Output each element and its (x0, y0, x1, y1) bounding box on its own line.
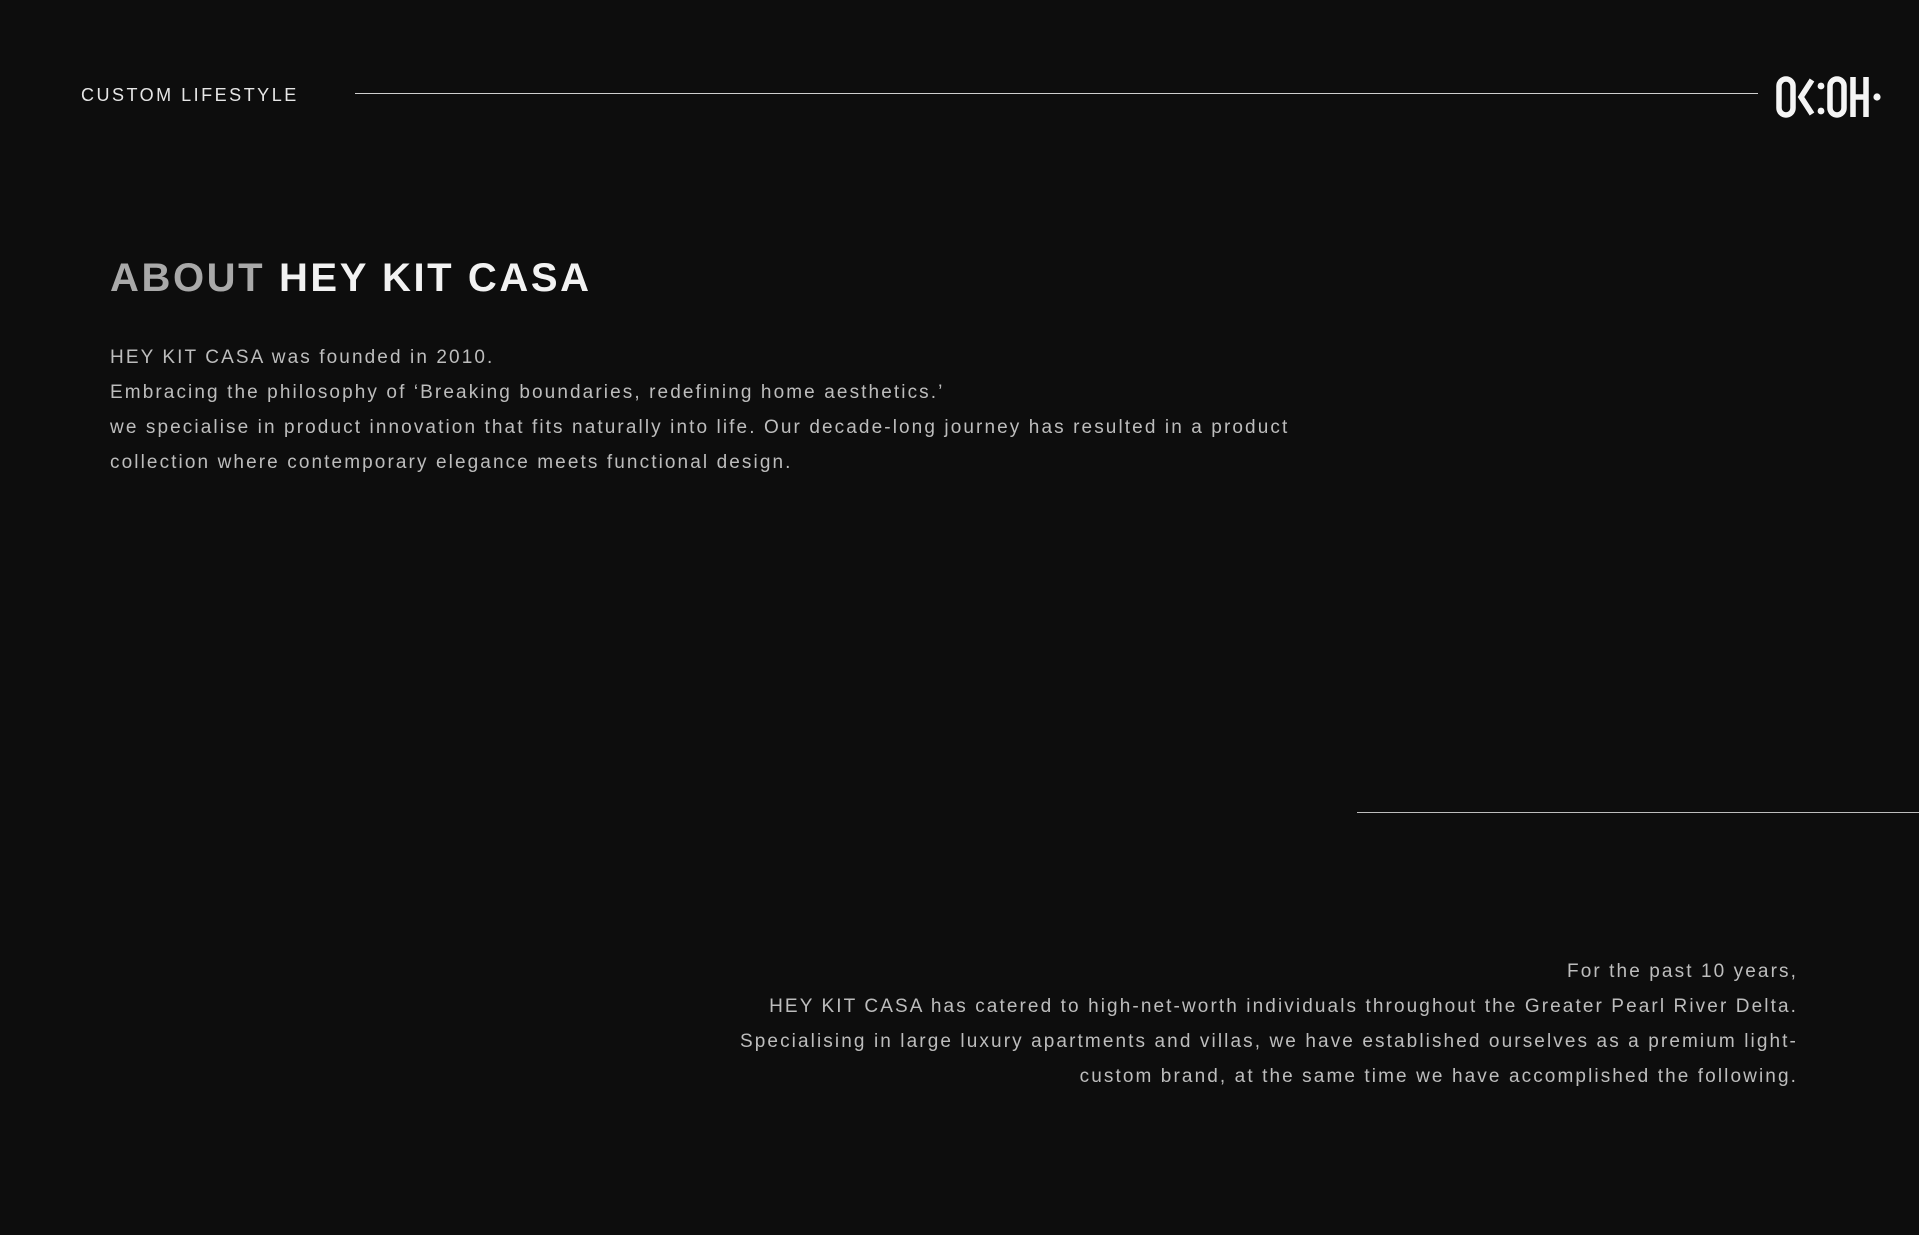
history-line: HEY KIT CASA has catered to high-net-worth individuals throughout the Greater Pearl River Delta. (769, 996, 1798, 1017)
history-paragraph (740, 954, 1798, 1094)
title-prefix: ABOUT (110, 256, 266, 300)
brand-logo-icon (1776, 74, 1884, 120)
history-line: Specialising in large luxury apartments and villas, we have established ourselves as a premium light- (739, 1031, 1798, 1052)
history-line: custom brand, at the same time we have accomplished the following. (1079, 1066, 1798, 1087)
header-label: CUSTOM LIFESTYLE (81, 85, 299, 105)
about-paragraph (110, 340, 1289, 480)
about-line: collection where contemporary elegance meets functional design. (110, 452, 793, 473)
about-line: HEY KIT CASA was founded in 2010. (110, 347, 495, 368)
about-line: Embracing the philosophy of ‘Breaking boundaries, redefining home aesthetics.’ (110, 382, 945, 403)
about-line: we specialise in product innovation that fits naturally into life. Our decade-long journey has resulted in a product (110, 417, 1290, 438)
title-brand: HEY KIT CASA (278, 256, 592, 300)
header-divider (355, 93, 1758, 94)
page-title (110, 254, 592, 302)
section-divider (1357, 812, 1919, 813)
history-line: For the past 10 years, (1566, 961, 1798, 982)
